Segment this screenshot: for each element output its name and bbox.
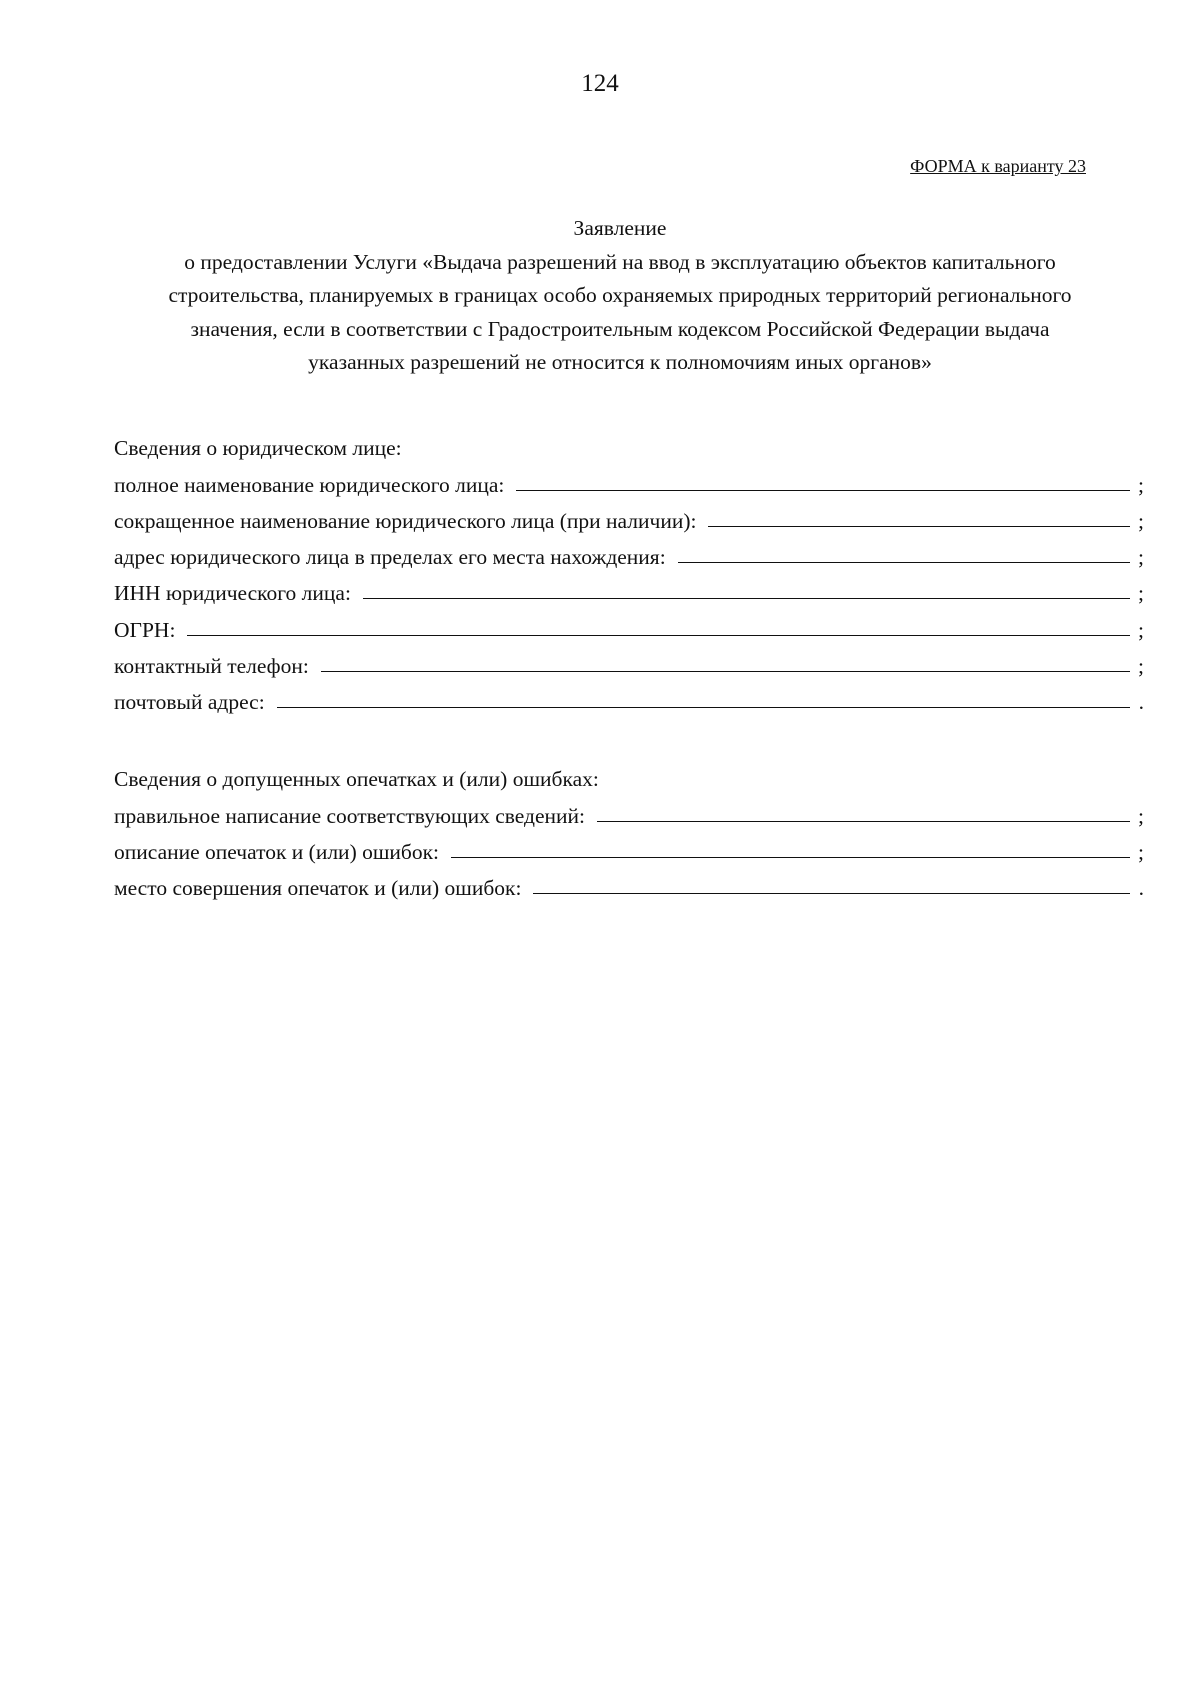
field-terminator: .: [1138, 690, 1144, 715]
form-field-error-location: [114, 865, 1144, 901]
form-field-inn: [114, 570, 1144, 606]
title-heading: Заявление: [573, 216, 667, 240]
title-line: значения, если в соответствии с Градостроительным кодексом Российской Федерации выдача: [190, 316, 1050, 341]
form-field-phone: [114, 643, 1144, 679]
field-label: сокращенное наименование юридического лица (при наличии):: [114, 508, 697, 533]
form-field-postal-address: [114, 679, 1144, 715]
field-terminator: .: [1138, 876, 1144, 901]
field-label: адрес юридического лица в пределах его места нахождения:: [114, 545, 666, 570]
title-line: указанных разрешений не относится к полномочиям иных органов»: [308, 350, 932, 374]
title-line: строительства, планируемых в границах особо охраняемых природных территорий регионального: [168, 283, 1072, 307]
address-blank[interactable]: [678, 561, 1130, 563]
inn-blank[interactable]: [363, 597, 1130, 599]
title-line: о предоставлении Услуги «Выдача разрешений на ввод в эксплуатацию объектов капитального: [184, 249, 1056, 274]
form-field-correct-spelling: [114, 792, 1144, 828]
phone-blank[interactable]: [321, 670, 1130, 672]
field-terminator: ;: [1138, 839, 1144, 864]
full-name-blank[interactable]: [516, 489, 1130, 491]
field-label: ОГРН:: [114, 617, 176, 642]
field-label: почтовый адрес:: [114, 690, 265, 715]
postal-address-blank[interactable]: [277, 706, 1130, 708]
form-reference: ФОРМА к варианту 23: [910, 156, 1086, 176]
form-field-short-name: [114, 498, 1144, 534]
form-field-ogrn: [114, 606, 1144, 642]
field-label: контактный телефон:: [114, 654, 309, 679]
field-terminator: ;: [1138, 508, 1144, 533]
field-terminator: ;: [1138, 654, 1144, 679]
document-title: [100, 212, 1140, 380]
field-label: правильное написание соответствующих сведений:: [114, 803, 586, 828]
section-heading: Сведения о юридическом лице:: [114, 436, 402, 461]
form-field-full-name: [114, 461, 1144, 497]
field-terminator: ;: [1138, 545, 1144, 570]
form-field-address: [114, 534, 1144, 570]
error-description-blank[interactable]: [451, 856, 1130, 858]
form-field-error-description: [114, 829, 1144, 865]
short-name-blank[interactable]: [708, 525, 1130, 527]
field-label: место совершения опечаток и (или) ошибок:: [114, 876, 522, 901]
field-terminator: ;: [1138, 803, 1144, 828]
field-terminator: ;: [1138, 472, 1144, 497]
field-label: ИНН юридического лица:: [114, 581, 351, 606]
page-number: 124: [581, 70, 619, 97]
field-label: полное наименование юридического лица:: [114, 472, 505, 497]
field-label: описание опечаток и (или) ошибок:: [114, 839, 440, 864]
error-location-blank[interactable]: [533, 892, 1130, 894]
correct-spelling-blank[interactable]: [597, 820, 1130, 822]
ogrn-blank[interactable]: [187, 634, 1130, 636]
section-heading: Сведения о допущенных опечатках и (или) ошибках:: [114, 767, 599, 792]
legal-entity-section: [114, 425, 1144, 715]
errors-section: [114, 756, 1144, 901]
field-terminator: ;: [1138, 617, 1144, 642]
field-terminator: ;: [1138, 581, 1144, 606]
